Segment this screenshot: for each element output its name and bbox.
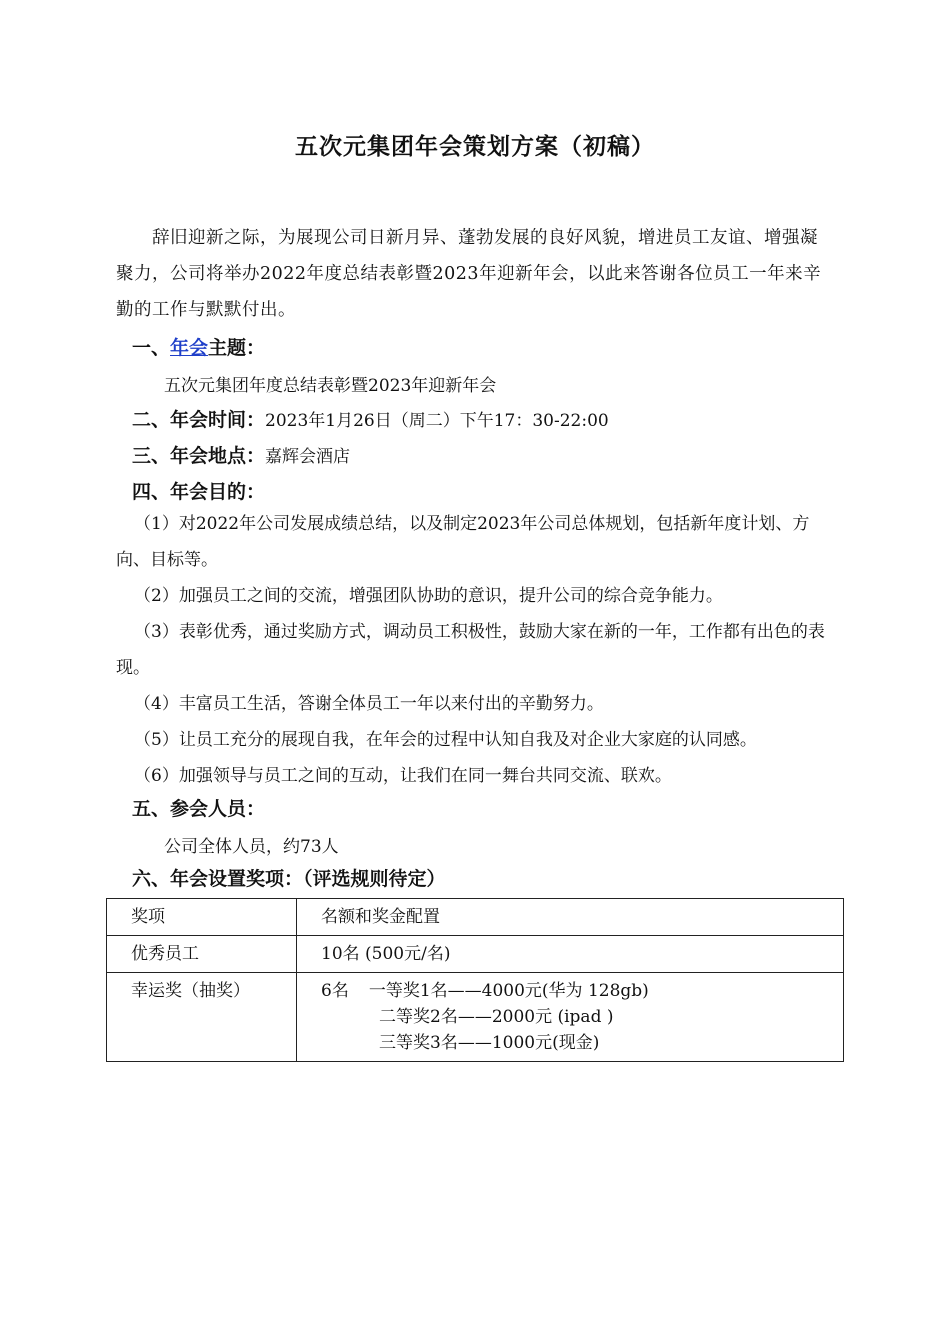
prize-second: 二等奖2名——2000元 (ipad ) — [379, 1007, 614, 1027]
award-quota-excellent: 10名 (500元/名) — [297, 936, 844, 973]
annual-meeting-link[interactable]: 年会 — [170, 337, 209, 359]
section-5-heading: 五、参会人员： — [132, 798, 266, 820]
purpose-item-3: （3）表彰优秀，通过奖励方式，调动员工积极性，鼓励大家在新的一年，工作都有出色的表现。 — [116, 622, 825, 678]
section-2-heading — [132, 405, 609, 432]
table-row — [107, 899, 844, 936]
table-row — [107, 936, 844, 973]
purpose-item-4: （4）丰富员工生活，答谢全体员工一年以来付出的辛勤努力。 — [134, 694, 604, 714]
prize-first: 一等奖1名——4000元(华为 128gb) — [368, 981, 649, 1001]
section-3-heading — [132, 441, 350, 468]
purpose-item-2: （2）加强员工之间的交流，增强团队协助的意识，提升公司的综合竞争能力。 — [134, 586, 723, 606]
table-row — [107, 973, 844, 1062]
prize-third: 三等奖3名——1000元(现金) — [379, 1033, 600, 1053]
award-name-lucky: 幸运奖（抽奖） — [107, 973, 297, 1062]
section-1-prefix: 一、 — [132, 337, 171, 359]
section-3-value: 嘉辉会酒店 — [265, 447, 351, 467]
awards-table — [106, 898, 844, 1062]
section-1-heading — [132, 333, 265, 360]
prize-line-first — [321, 978, 843, 1004]
section-4-heading: 四、年会目的： — [132, 481, 266, 503]
table-header-quota: 名额和奖金配置 — [297, 899, 844, 936]
section-1-content: 五次元集团年度总结表彰暨2023年迎新年会 — [164, 376, 497, 396]
purpose-item-6: （6）加强领导与员工之间的互动，让我们在同一舞台共同交流、联欢。 — [134, 766, 672, 786]
document-title: 五次元集团年会策划方案（初稿） — [295, 134, 655, 160]
section-5-content: 公司全体人员，约73人 — [164, 837, 339, 857]
table-header-award: 奖项 — [107, 899, 297, 936]
section-1-suffix: 主题： — [208, 337, 266, 359]
purpose-item-1: （1）对2022年公司发展成绩总结，以及制定2023年公司总体规划，包括新年度计划、方向、目标等。 — [116, 514, 810, 570]
intro-paragraph: 辞旧迎新之际，为展现公司日新月异、蓬勃发展的良好风貌，增进员工友谊、增强凝聚力，公司将举办2022年度总结表彰暨2023年迎新年会，以此来答谢各位员工一年来辛勤的工作与默默付出。 — [116, 228, 822, 320]
section-2-value: 2023年1月26日（周二）下午17：30-22:00 — [265, 411, 609, 431]
section-2-label: 二、年会时间： — [132, 409, 266, 431]
award-name-excellent: 优秀员工 — [107, 936, 297, 973]
section-6-heading: 六、年会设置奖项：（评选规则待定） — [132, 868, 446, 890]
section-3-label: 三、年会地点： — [132, 445, 266, 467]
lucky-count: 6名 — [321, 981, 349, 1001]
award-quota-lucky — [297, 973, 844, 1062]
purpose-item-5: （5）让员工充分的展现自我，在年会的过程中认知自我及对企业大家庭的认同感。 — [134, 730, 757, 750]
